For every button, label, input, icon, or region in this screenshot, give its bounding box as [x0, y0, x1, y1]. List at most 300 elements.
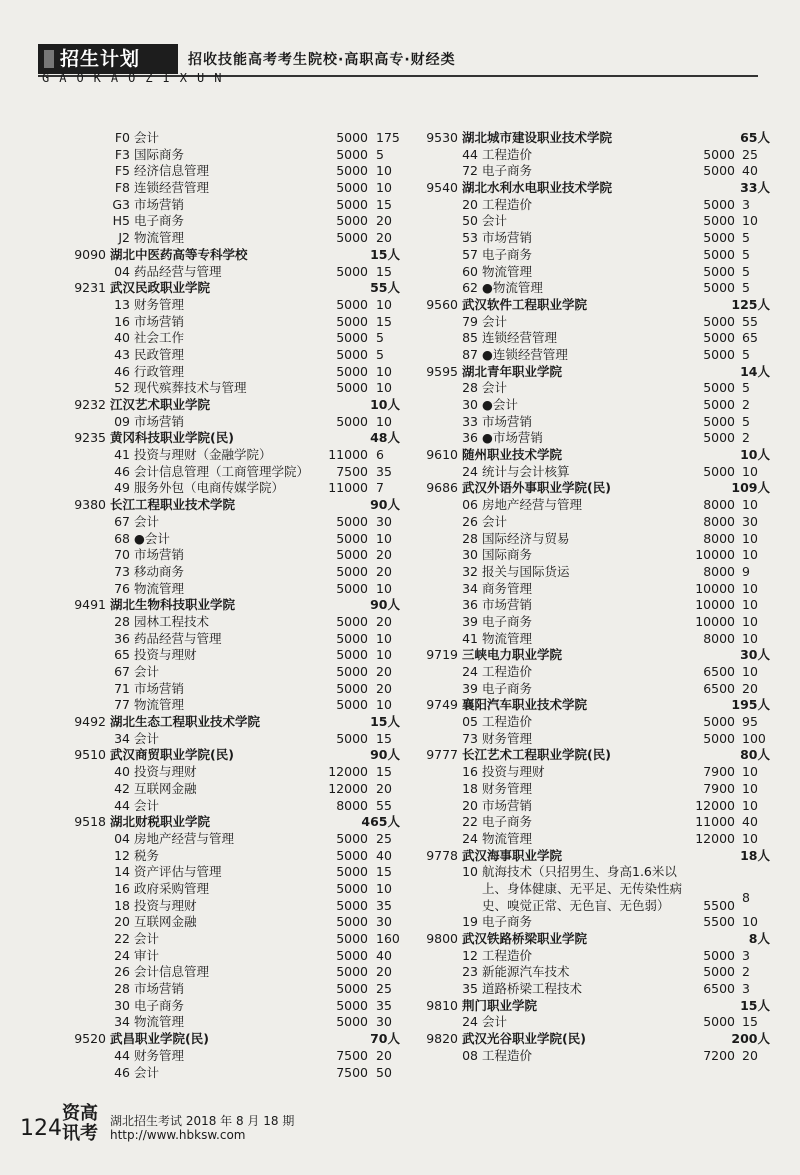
major-code: 30 — [462, 397, 478, 412]
major-code: 20 — [462, 196, 478, 212]
school-total: 109人 — [731, 480, 770, 496]
school-name: 湖北财税职业学院 — [110, 814, 211, 830]
school-total: 30人 — [740, 647, 770, 663]
major-name: 财务管理 — [134, 1047, 185, 1063]
major-quota: 10 — [742, 630, 758, 646]
school-row — [420, 747, 770, 764]
major-code: F5 — [114, 163, 130, 179]
major-fee: 5000 — [336, 647, 368, 663]
major-row — [60, 230, 400, 247]
major-code: 41 — [462, 630, 478, 646]
major-fee: 11000 — [328, 480, 368, 496]
major-quota: 10 — [742, 613, 758, 629]
major-code: 36 — [462, 597, 478, 613]
major-fee: 5000 — [336, 130, 368, 145]
major-fee: 5000 — [703, 1014, 735, 1030]
major-fee: 5000 — [336, 964, 368, 980]
major-row — [420, 564, 770, 581]
major-row — [60, 581, 400, 598]
major-row — [60, 480, 400, 497]
major-quota: 20 — [376, 613, 392, 629]
major-code: 85 — [462, 330, 478, 346]
major-quota: 10 — [376, 363, 392, 379]
major-code: 44 — [114, 1047, 130, 1063]
major-row — [420, 814, 770, 831]
school-name: 湖北水利水电职业技术学院 — [462, 180, 613, 196]
major-name: ●市场营销 — [482, 430, 543, 446]
major-row — [60, 514, 400, 531]
major-name: 行政管理 — [134, 363, 185, 379]
major-code: 24 — [462, 1014, 478, 1030]
major-quota: 5 — [742, 263, 750, 279]
major-quota: 2 — [742, 964, 750, 980]
major-quota: 30 — [376, 1014, 392, 1030]
major-code: 14 — [114, 864, 130, 880]
major-name: 国际经济与贸易 — [482, 530, 570, 546]
major-fee: 6500 — [703, 664, 735, 679]
major-code: 16 — [462, 764, 478, 780]
major-code: 28 — [462, 380, 478, 396]
major-row — [420, 213, 770, 230]
major-row — [420, 864, 770, 914]
major-quota: 10 — [376, 413, 392, 429]
major-fee: 8000 — [703, 563, 735, 579]
major-code: 04 — [114, 263, 130, 279]
major-quota: 10 — [376, 580, 392, 596]
school-row — [60, 597, 400, 614]
school-total: 80人 — [740, 747, 770, 763]
major-row — [60, 681, 400, 698]
major-quota: 10 — [376, 880, 392, 896]
major-fee: 5000 — [703, 230, 735, 246]
major-code: 32 — [462, 563, 478, 579]
school-code: 9492 — [74, 714, 106, 730]
major-quota: 15 — [376, 730, 392, 746]
major-row — [60, 948, 400, 965]
major-name: 投资与理财 — [134, 764, 197, 780]
major-quota: 5 — [376, 346, 384, 362]
major-code: 39 — [462, 680, 478, 696]
major-row — [420, 531, 770, 548]
school-row — [60, 247, 400, 264]
major-name: 市场营销 — [134, 413, 185, 429]
school-row — [60, 1031, 400, 1048]
major-fee: 5500 — [703, 897, 735, 913]
major-code: 10 — [462, 864, 478, 880]
major-row — [60, 414, 400, 431]
major-quota: 6 — [376, 447, 384, 463]
major-name: 现代殡葬技术与管理 — [134, 380, 247, 396]
major-name: 房地产经营与管理 — [482, 497, 583, 513]
major-code: 70 — [114, 547, 130, 563]
major-code: 53 — [462, 230, 478, 246]
major-fee: 5000 — [336, 213, 368, 229]
major-name: 道路桥梁工程技术 — [482, 981, 583, 997]
logo-bottom: 讯考 — [62, 1123, 98, 1144]
major-fee: 5000 — [336, 630, 368, 646]
major-quota: 10 — [742, 764, 758, 780]
major-quota: 20 — [742, 680, 758, 696]
major-code: 42 — [114, 780, 130, 796]
major-quota: 10 — [742, 497, 758, 513]
major-row — [420, 397, 770, 414]
major-name: 物流管理 — [134, 1014, 185, 1030]
major-quota: 10 — [376, 296, 392, 312]
major-fee: 5000 — [336, 330, 368, 346]
school-total: 15人 — [370, 246, 400, 262]
major-fee: 5000 — [336, 981, 368, 997]
major-fee: 10000 — [695, 547, 735, 563]
major-name: 房地产经营与管理 — [134, 830, 235, 846]
major-code: J2 — [118, 230, 130, 246]
major-name: 物流管理 — [134, 697, 185, 713]
major-name: 工程造价 — [482, 947, 533, 963]
major-quota: 2 — [742, 397, 750, 412]
major-fee: 5000 — [336, 931, 368, 946]
major-row — [420, 981, 770, 998]
major-quota: 30 — [742, 513, 758, 529]
major-quota: 40 — [742, 163, 758, 179]
school-code: 9778 — [426, 847, 458, 863]
major-row — [420, 714, 770, 731]
major-quota: 10 — [376, 380, 392, 396]
major-code: 46 — [114, 363, 130, 379]
major-name: 市场营销 — [482, 597, 533, 613]
major-name: 商务管理 — [482, 580, 533, 596]
major-row — [420, 314, 770, 331]
major-row — [60, 1014, 400, 1031]
major-quota: 15 — [376, 313, 392, 329]
major-quota: 40 — [376, 947, 392, 963]
major-row — [420, 514, 770, 531]
major-quota: 3 — [742, 196, 750, 212]
major-fee: 5000 — [336, 180, 368, 196]
school-total: 15人 — [740, 997, 770, 1013]
major-name: 报关与国际货运 — [482, 563, 570, 579]
major-code: 08 — [462, 1047, 478, 1063]
major-code: 79 — [462, 313, 478, 329]
school-row — [60, 714, 400, 731]
major-fee: 5000 — [336, 363, 368, 379]
major-quota: 15 — [376, 764, 392, 780]
major-name: 会计 — [482, 313, 508, 329]
major-fee: 10000 — [695, 613, 735, 629]
major-name: 市场营销 — [134, 547, 185, 563]
major-name: 会计 — [482, 380, 508, 396]
major-code: 50 — [462, 213, 478, 229]
major-row — [60, 547, 400, 564]
major-code: 24 — [462, 830, 478, 846]
major-row — [60, 364, 400, 381]
major-fee: 12000 — [328, 764, 368, 780]
major-name: 会计 — [482, 513, 508, 529]
major-row — [420, 681, 770, 698]
major-fee: 12000 — [695, 830, 735, 846]
major-name: 财务管理 — [134, 296, 185, 312]
major-fee: 5000 — [336, 830, 368, 846]
school-name: 湖北中医药高等专科学校 — [110, 246, 248, 262]
major-row — [420, 731, 770, 748]
major-row — [420, 1048, 770, 1065]
major-code: 72 — [462, 163, 478, 179]
major-row — [60, 163, 400, 180]
major-fee: 5000 — [336, 263, 368, 279]
school-code: 9719 — [426, 647, 458, 663]
major-quota: 10 — [742, 830, 758, 846]
major-name: 统计与会计核算 — [482, 463, 570, 479]
major-name: 投资与理财 — [134, 897, 197, 913]
major-fee: 5000 — [336, 163, 368, 179]
major-fee: 5000 — [703, 964, 735, 980]
major-name: 电子商务 — [482, 246, 533, 262]
major-row — [420, 464, 770, 481]
major-name: 连锁经营管理 — [134, 180, 210, 196]
major-quota: 175 — [376, 130, 400, 145]
major-fee: 5000 — [336, 563, 368, 579]
major-quota: 30 — [376, 513, 392, 529]
major-name: 会计 — [134, 130, 160, 145]
major-quota: 35 — [376, 997, 392, 1013]
major-quota: 20 — [376, 230, 392, 246]
major-fee: 5000 — [336, 513, 368, 529]
issue-info: 湖北招生考试 2018 年 8 月 18 期 — [110, 1114, 295, 1128]
major-quota: 25 — [742, 146, 758, 162]
school-name: 武汉外语外事职业学院(民) — [462, 480, 611, 496]
school-row — [420, 848, 770, 865]
school-code: 9380 — [74, 497, 106, 513]
school-total: 90人 — [370, 597, 400, 613]
major-row — [60, 213, 400, 230]
major-code: 12 — [462, 947, 478, 963]
major-name: 电子商务 — [482, 613, 533, 629]
major-fee: 8000 — [703, 513, 735, 529]
school-row — [420, 297, 770, 314]
major-fee: 6500 — [703, 981, 735, 997]
major-quota: 65 — [742, 330, 758, 346]
major-name: 市场营销 — [134, 981, 185, 997]
major-row — [60, 881, 400, 898]
major-name: 政府采购管理 — [134, 880, 210, 896]
school-name: 湖北生态工程职业技术学院 — [110, 714, 261, 730]
major-fee: 5000 — [703, 397, 735, 412]
school-code: 9686 — [426, 480, 458, 496]
major-quota: 10 — [742, 213, 758, 229]
major-code: 16 — [114, 880, 130, 896]
school-code: 9820 — [426, 1031, 458, 1047]
major-quota: 55 — [376, 797, 392, 813]
major-name: 会计 — [134, 931, 160, 946]
major-name: 民政管理 — [134, 346, 185, 362]
major-row — [420, 964, 770, 981]
major-name: 市场营销 — [482, 413, 533, 429]
school-code: 9810 — [426, 997, 458, 1013]
website-url: http://www.hbksw.com — [110, 1128, 246, 1142]
major-row — [60, 564, 400, 581]
major-code: 24 — [462, 463, 478, 479]
major-fee: 5000 — [336, 196, 368, 212]
major-code: 20 — [114, 914, 130, 930]
major-code: 71 — [114, 680, 130, 696]
major-name: 工程造价 — [482, 146, 533, 162]
major-code: 28 — [114, 613, 130, 629]
school-code: 9235 — [74, 430, 106, 446]
major-code: F3 — [114, 146, 130, 162]
major-row — [60, 531, 400, 548]
major-row — [420, 948, 770, 965]
major-name: 会计信息管理（工商管理学院） — [134, 463, 310, 479]
major-code: 73 — [462, 730, 478, 746]
major-name: 投资与理财 — [134, 647, 197, 663]
major-row — [420, 831, 770, 848]
school-total: 18人 — [740, 847, 770, 863]
major-fee: 5000 — [703, 146, 735, 162]
major-name: 国际商务 — [134, 146, 185, 162]
major-code: 46 — [114, 1064, 130, 1080]
school-row — [420, 447, 770, 464]
school-total: 195人 — [731, 697, 770, 713]
school-name: 荆门职业学院 — [462, 997, 538, 1013]
major-quota: 10 — [376, 180, 392, 196]
major-quota: 15 — [376, 864, 392, 880]
major-row — [60, 631, 400, 648]
major-fee: 8000 — [703, 630, 735, 646]
major-name: 投资与理财 — [482, 764, 545, 780]
major-name: 市场营销 — [134, 196, 185, 212]
header-subtitle: 招收技能高考考生院校·高职高专·财经类 — [188, 52, 456, 68]
major-name: 市场营销 — [134, 313, 185, 329]
school-row — [60, 814, 400, 831]
major-row — [60, 798, 400, 815]
major-fee: 5000 — [703, 430, 735, 446]
major-name: 审计 — [134, 947, 160, 963]
major-quota: 15 — [376, 196, 392, 212]
school-row — [420, 647, 770, 664]
school-row — [60, 280, 400, 297]
major-code: 24 — [462, 664, 478, 679]
major-name: 药品经营与管理 — [134, 263, 222, 279]
major-fee: 5000 — [703, 730, 735, 746]
major-code: 28 — [114, 981, 130, 997]
major-name: 投资与理财（金融学院） — [134, 447, 272, 463]
major-row — [420, 497, 770, 514]
school-code: 9530 — [426, 130, 458, 145]
major-quota: 25 — [376, 830, 392, 846]
major-row — [60, 330, 400, 347]
major-name: 物流管理 — [482, 830, 533, 846]
major-quota: 3 — [742, 947, 750, 963]
major-row — [420, 230, 770, 247]
major-quota: 10 — [742, 597, 758, 613]
major-name: 工程造价 — [482, 1047, 533, 1063]
major-code: 87 — [462, 346, 478, 362]
school-row — [60, 747, 400, 764]
major-row — [60, 197, 400, 214]
major-fee: 8000 — [703, 530, 735, 546]
major-quota: 55 — [742, 313, 758, 329]
major-fee: 10000 — [695, 597, 735, 613]
school-code: 9800 — [426, 931, 458, 947]
major-fee: 5000 — [336, 697, 368, 713]
major-quota: 20 — [376, 664, 392, 679]
major-name: 服务外包（电商传媒学院） — [134, 480, 285, 496]
major-row — [60, 180, 400, 197]
major-name: 经济信息管理 — [134, 163, 210, 179]
major-row — [60, 314, 400, 331]
major-row — [60, 380, 400, 397]
major-code: 18 — [462, 780, 478, 796]
major-quota: 95 — [742, 714, 758, 730]
major-row — [420, 798, 770, 815]
school-total: 70人 — [370, 1031, 400, 1047]
major-fee: 11000 — [695, 814, 735, 830]
school-name: 长江艺术工程职业学院(民) — [462, 747, 611, 763]
major-name: 工程造价 — [482, 196, 533, 212]
school-total: 15人 — [370, 714, 400, 730]
school-code: 9610 — [426, 447, 458, 463]
major-name: 新能源汽车技术 — [482, 964, 570, 980]
major-code: 34 — [114, 730, 130, 746]
school-total: 465人 — [361, 814, 400, 830]
major-name: 社会工作 — [134, 330, 185, 346]
major-quota: 35 — [376, 897, 392, 913]
major-fee: 5000 — [703, 346, 735, 362]
major-quota: 30 — [376, 914, 392, 930]
school-name: 襄阳汽车职业技术学院 — [462, 697, 588, 713]
major-fee: 7900 — [703, 780, 735, 796]
major-fee: 5000 — [336, 346, 368, 362]
major-name: 财务管理 — [482, 730, 533, 746]
major-quota: 10 — [742, 797, 758, 813]
major-row — [60, 447, 400, 464]
major-fee: 5000 — [336, 947, 368, 963]
school-code: 9491 — [74, 597, 106, 613]
major-row — [60, 130, 400, 147]
school-row — [420, 998, 770, 1015]
school-name: 湖北生物科技职业学院 — [110, 597, 236, 613]
major-quota: 20 — [376, 547, 392, 563]
major-code: 24 — [114, 947, 130, 963]
major-quota: 10 — [742, 463, 758, 479]
school-total: 90人 — [370, 747, 400, 763]
school-name: 湖北青年职业学院 — [462, 363, 563, 379]
major-fee: 5000 — [336, 613, 368, 629]
major-row — [60, 964, 400, 981]
major-name: 市场营销 — [482, 230, 533, 246]
major-code: 44 — [462, 146, 478, 162]
major-row — [420, 414, 770, 431]
major-quota: 10 — [376, 530, 392, 546]
major-code: 09 — [114, 413, 130, 429]
major-name: 工程造价 — [482, 714, 533, 730]
major-fee: 5000 — [703, 280, 735, 296]
major-fee: 5000 — [336, 680, 368, 696]
major-code: 65 — [114, 647, 130, 663]
major-name: ●会计 — [134, 530, 170, 546]
major-quota: 10 — [376, 647, 392, 663]
major-quota: 5 — [742, 380, 750, 396]
major-name: 会计 — [134, 730, 160, 746]
major-name: 互联网金融 — [134, 914, 197, 930]
major-code: 41 — [114, 447, 130, 463]
major-fee: 11000 — [328, 447, 368, 463]
school-code: 9518 — [74, 814, 106, 830]
major-code: 77 — [114, 697, 130, 713]
major-row — [420, 280, 770, 297]
major-quota: 20 — [376, 780, 392, 796]
major-code: 23 — [462, 964, 478, 980]
major-fee: 5000 — [336, 730, 368, 746]
major-row — [60, 731, 400, 748]
